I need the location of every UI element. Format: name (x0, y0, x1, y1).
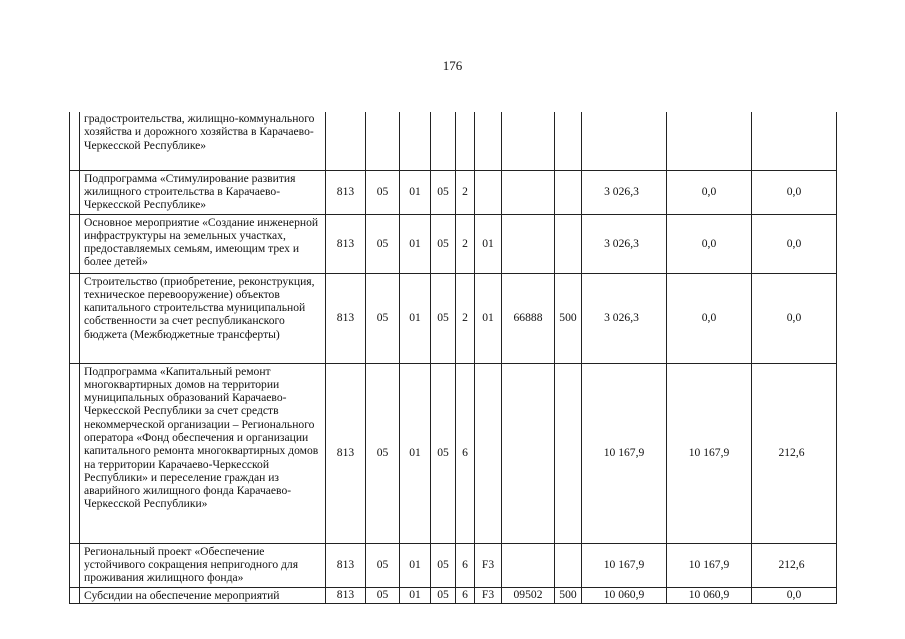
page-number: 176 (442, 58, 463, 73)
grbs-cell: 813 (326, 273, 366, 363)
pr-cell: 01 (400, 273, 431, 363)
rz-cell: 05 (366, 273, 400, 363)
vr-cell: 500 (555, 587, 582, 603)
amount-year3-cell: 0,0 (752, 587, 837, 603)
rz-cell: 05 (366, 587, 400, 603)
item-name: градостроительства, жилищно-коммунального хозяйства и дорожного хозяйства в Карачаево-Черкесской Республике» (80, 112, 326, 170)
amount-year1-cell: 3 026,3 (582, 214, 667, 273)
budget-table (69, 112, 837, 604)
amount-year1-cell: 3 026,3 (582, 273, 667, 363)
row-marker-cell (70, 214, 80, 273)
table-row (70, 170, 837, 214)
vr-cell (555, 543, 582, 587)
amount-year2-cell: 0,0 (667, 214, 752, 273)
cs-subprogram-cell: 6 (456, 363, 475, 543)
rz-cell: 05 (366, 363, 400, 543)
amount-year2-cell: 10 060,9 (667, 587, 752, 603)
pr-cell: 01 (400, 543, 431, 587)
amount-year2-cell: 10 167,9 (667, 543, 752, 587)
grbs-cell (326, 112, 366, 170)
row-marker-cell (70, 273, 80, 363)
table-row (70, 273, 837, 363)
pr-cell: 01 (400, 170, 431, 214)
row-marker-cell (70, 170, 80, 214)
vr-cell (555, 363, 582, 543)
amount-year3-cell (752, 112, 837, 170)
grbs-cell: 813 (326, 587, 366, 603)
cs-event-cell: F3 (475, 587, 502, 603)
vr-cell (555, 170, 582, 214)
cs-subprogram-cell (456, 112, 475, 170)
cs-program-cell: 05 (431, 363, 456, 543)
row-marker-cell (70, 587, 80, 603)
table-row (70, 214, 837, 273)
cs-event-cell (475, 112, 502, 170)
amount-year1-cell: 10 167,9 (582, 543, 667, 587)
grbs-cell: 813 (326, 543, 366, 587)
table-row (70, 587, 837, 603)
amount-year3-cell: 212,6 (752, 543, 837, 587)
vr-cell (555, 214, 582, 273)
amount-year1-cell: 3 026,3 (582, 170, 667, 214)
cs-subprogram-cell: 2 (456, 214, 475, 273)
vr-cell: 500 (555, 273, 582, 363)
cs-event-cell (475, 170, 502, 214)
cs-program-cell: 05 (431, 170, 456, 214)
cs-subprogram-cell: 2 (456, 170, 475, 214)
table-row (70, 112, 837, 170)
amount-year1-cell: 10 060,9 (582, 587, 667, 603)
cs-program-cell: 05 (431, 543, 456, 587)
cs-subprogram-cell: 6 (456, 543, 475, 587)
row-marker-cell (70, 363, 80, 543)
cs-direction-cell (502, 363, 555, 543)
grbs-cell: 813 (326, 170, 366, 214)
cs-event-cell: 01 (475, 214, 502, 273)
rz-cell: 05 (366, 170, 400, 214)
amount-year3-cell: 0,0 (752, 214, 837, 273)
cs-direction-cell (502, 170, 555, 214)
row-marker-cell (70, 112, 80, 170)
grbs-cell: 813 (326, 363, 366, 543)
cs-direction-cell: 09502 (502, 587, 555, 603)
pr-cell: 01 (400, 587, 431, 603)
item-name: Строительство (приобретение, реконструкция, техническое перевооружение) объектов капитального строительства муниципальной собственности за счет республиканского бюджета (Межбюджетные трансферты) (80, 273, 326, 363)
amount-year2-cell: 0,0 (667, 170, 752, 214)
cs-direction-cell (502, 543, 555, 587)
cs-event-cell: 01 (475, 273, 502, 363)
row-marker-cell (70, 543, 80, 587)
rz-cell: 05 (366, 214, 400, 273)
amount-year2-cell: 0,0 (667, 273, 752, 363)
cs-direction-cell (502, 112, 555, 170)
grbs-cell: 813 (326, 214, 366, 273)
amount-year3-cell: 212,6 (752, 363, 837, 543)
vr-cell (555, 112, 582, 170)
item-name: Подпрограмма «Капитальный ремонт многоквартирных домов на территории муниципальных образований Карачаево-Черкесской Республики за счет средств некоммерческой организации – Регионального оператора «Фонд обеспечения и организации капитального ремонта многоквартирных домов на территории Карачаево-Черкесской Республики» и переселение граждан из аварийного жилищного фонда Карачаево-Черкесской Республики» (80, 363, 326, 543)
amount-year3-cell: 0,0 (752, 170, 837, 214)
item-name: Основное мероприятие «Создание инженерной инфраструктуры на земельных участках, предоставляемых семьям, имеющим трех и более детей» (80, 214, 326, 273)
item-name: Субсидии на обеспечение мероприятий (80, 587, 326, 603)
amount-year3-cell: 0,0 (752, 273, 837, 363)
pr-cell: 01 (400, 363, 431, 543)
cs-subprogram-cell: 6 (456, 587, 475, 603)
pr-cell: 01 (400, 214, 431, 273)
amount-year1-cell: 10 167,9 (582, 363, 667, 543)
cs-program-cell: 05 (431, 214, 456, 273)
amount-year2-cell: 10 167,9 (667, 363, 752, 543)
cs-program-cell: 05 (431, 273, 456, 363)
amount-year1-cell (582, 112, 667, 170)
cs-event-cell (475, 363, 502, 543)
cs-subprogram-cell: 2 (456, 273, 475, 363)
rz-cell (366, 112, 400, 170)
cs-program-cell (431, 112, 456, 170)
item-name: Региональный проект «Обеспечение устойчивого сокращения непригодного для проживания жилищного фонда» (80, 543, 326, 587)
item-name: Подпрограмма «Стимулирование развития жилищного строительства в Карачаево-Черкесской Республике» (80, 170, 326, 214)
pr-cell (400, 112, 431, 170)
rz-cell: 05 (366, 543, 400, 587)
cs-direction-cell: 66888 (502, 273, 555, 363)
cs-direction-cell (502, 214, 555, 273)
cs-event-cell: F3 (475, 543, 502, 587)
table-row (70, 543, 837, 587)
amount-year2-cell (667, 112, 752, 170)
cs-program-cell: 05 (431, 587, 456, 603)
table-row (70, 363, 837, 543)
